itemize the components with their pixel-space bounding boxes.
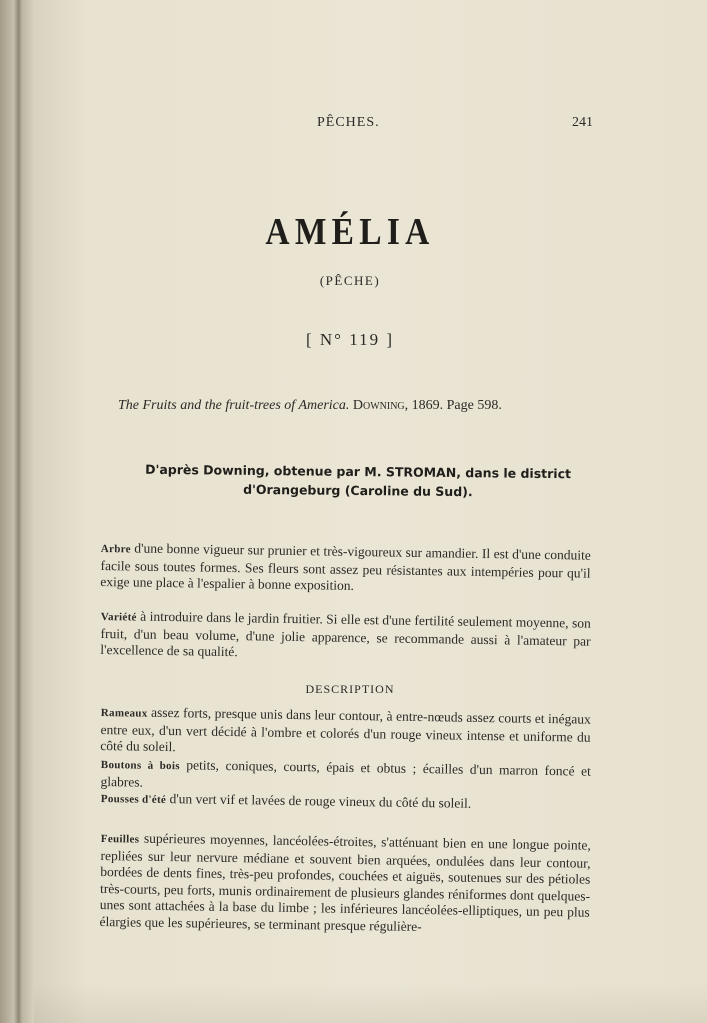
page-shadow bbox=[34, 983, 707, 1023]
paragraph-lead: Boutons à bois bbox=[100, 758, 180, 773]
variety-number: [ N° 119 ] bbox=[305, 330, 395, 349]
origin-statement: D'après Downing, obtenue par M. STROMAN, dans le district d'Orangeburg (Caroline du Sud). bbox=[145, 461, 572, 500]
reference-author: Downing, bbox=[352, 398, 409, 413]
page-number: 241 bbox=[572, 115, 593, 130]
paragraph-text: supérieures moyennes, lancéolées-étroites, s'atténuant bien en une longue pointe, repliées sur leur nervure médiane et souvent bien arquées, ondulées dans leur contour, bordées de dents fines, très-peu profondes, couchées et aiguës, soutenues sur des pétioles très-courts, peu forts, munis ordinairement de plusieurs glandes réniformes dont quelques-unes sont attachées à la base du limbe ; les inférieures lancéolées-elliptiques, un peu plus élargies que les supérieures, se terminant presque régulière- bbox=[99, 830, 591, 934]
paragraph-rameaux bbox=[100, 704, 591, 762]
running-header-title: PÊCHES. bbox=[317, 115, 380, 130]
paragraph-text: assez forts, presque unis dans leur contour, à entre-nœuds assez courts et inégaux entre eux, d'un vert décidé à l'ombre et colorés d'un rouge vineux intense et uniforme du côté du soleil. bbox=[100, 704, 591, 755]
paragraph-text: petits, coniques, courts, épais et obtus ; écailles d'un marron foncé et glabres. bbox=[100, 757, 591, 790]
paragraph-text: d'une bonne vigueur sur prunier et très-vigoureux sur amandier. Il est d'une conduite facile sous toutes formes. Ses fleurs sont assez peu résistantes aux intempéries pour qu'il exige une place à l'espalier à bonne exposition. bbox=[100, 540, 591, 593]
bibliographic-reference bbox=[118, 398, 502, 414]
paragraph-feuilles bbox=[99, 830, 591, 938]
paragraph-lead: Pousses d'été bbox=[100, 792, 167, 807]
paragraph-variete bbox=[100, 608, 591, 666]
paragraph-lead: Feuilles bbox=[100, 832, 140, 846]
paragraph-lead: Rameaux bbox=[100, 706, 148, 720]
paragraph-lead: Arbre bbox=[100, 542, 131, 556]
paragraph-text: à introduire dans le jardin fruitier. Si elle est d'une fertilité seulement moyenne, son fruit, d'un beau volume, d'une jolie apparence, se recommande aussi à l'amateur par l'excellence de sa qualité. bbox=[100, 608, 591, 660]
page-subtitle: (PÊCHE) bbox=[319, 273, 381, 288]
page-title: AMÉLIA bbox=[265, 211, 435, 253]
paragraph-text: d'un vert vif et lavées de rouge vineux du côté du soleil. bbox=[166, 791, 472, 811]
description-heading: DESCRIPTION bbox=[305, 682, 395, 696]
reference-work: The Fruits and the fruit-trees of America. bbox=[118, 398, 350, 413]
reference-details: 1869. Page 598. bbox=[411, 398, 502, 413]
paragraph-arbre bbox=[100, 540, 591, 598]
book-binding bbox=[0, 0, 34, 1023]
paragraph-lead: Variété bbox=[100, 610, 137, 624]
book-page bbox=[34, 0, 707, 1023]
